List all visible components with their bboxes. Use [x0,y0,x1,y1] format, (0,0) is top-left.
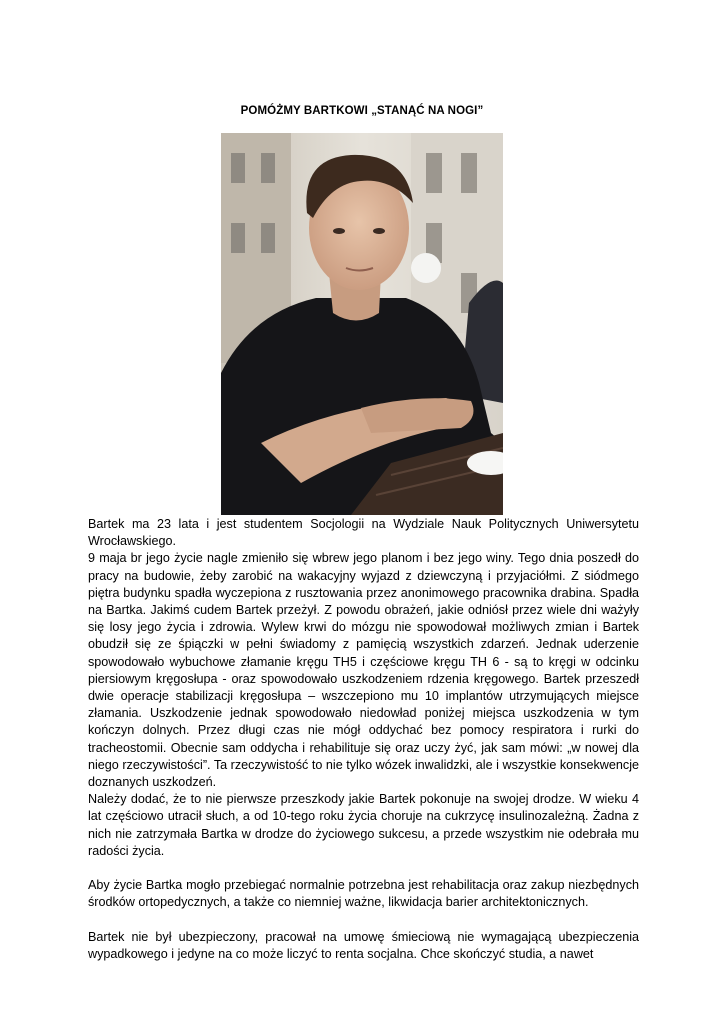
article-body [88,516,639,963]
paragraph-intro: Bartek ma 23 lata i jest studentem Socjologii na Wydziale Nauk Politycznych Uniwersytetu Wrocławskiego. [88,517,639,549]
portrait-photo [221,133,503,515]
paragraph-accident: 9 maja br jego życie nagle zmieniło się wbrew jego planom i bez jego winy. Tego dnia poszedł do pracy na budowie, żeby zarobić na wakacyjny wyjazd z dziewczyną i przyjaciółmi. Z siódmego piętra budynku spadła wyczepiona z rusztowania przez anonimowego pracownika drabina. Spadła na Bartka. Jakimś cudem Bartek przeżył. Z powodu obrażeń, jakie odniósł przez wiele dni ważyły się losy jego życia i zdrowia. Wylew krwi do mózgu nie spowodował możliwych zmian i Bartek obudził się ze śpiączki w pełni świadomy z pamięcią wszystkich zdarzeń. Jednak uderzenie spowodowało wybuchowe złamanie kręgu TH5 i częściowe kręgu TH 6 - są to kręgi w odcinku piersiowym kręgosłupa - oraz spowodowało uszkodzeniem rdzenia kręgowego. Bartek przeszedł dwie operacje stabilizacji kręgosłupa – wszczepiono mu 10 implantów utrzymujących miejsce złamania. Uszkodzenie jednak spowodowało niedowład poniżej miejsca uszkodzenia w tym kończyn dolnych. Przez długi czas nie mógł oddychać bez pomocy respiratora i rurki do tracheostomii. Obecnie sam oddycha i rehabilituje się oraz uczy żyć, jak sam mówi: „w nowej dla niego rzeczywistości”. Ta rzeczywistość to nie tylko wózek inwalidzki, ale i wszystkie konsekwencje doznanych uszkodzeń. [88,551,639,790]
paragraph-insurance: Bartek nie był ubezpieczony, pracował na umowę śmieciową nie wymagającą ubezpieczenia wypadkowego i jedyne na co może liczyć to renta socjalna. Chce skończyć studia, a nawet [88,929,639,962]
paragraph-needs: Aby życie Bartka mogło przebiegać normalnie potrzebna jest rehabilitacja oraz zakup niezbędnych środków ortopedycznych, a także co niemniej ważne, likwidacja barier architektonicznych. [88,878,639,910]
paragraph-obstacles: Należy dodać, że to nie pierwsze przeszkody jakie Bartek pokonuje na swojej drodze. W wieku 4 lat częściowo utracił słuch, a od 10-tego roku życia choruje na cukrzycę insulinozależną. Żadna z nich nie zatrzymała Bartka w drodze do życiowego sukcesu, a przede wszystkim nie odebrała mu radości życia. [88,792,639,858]
page-title: POMÓŻMY BARTKOWI „STANĄĆ NA NOGI” [240,105,484,117]
